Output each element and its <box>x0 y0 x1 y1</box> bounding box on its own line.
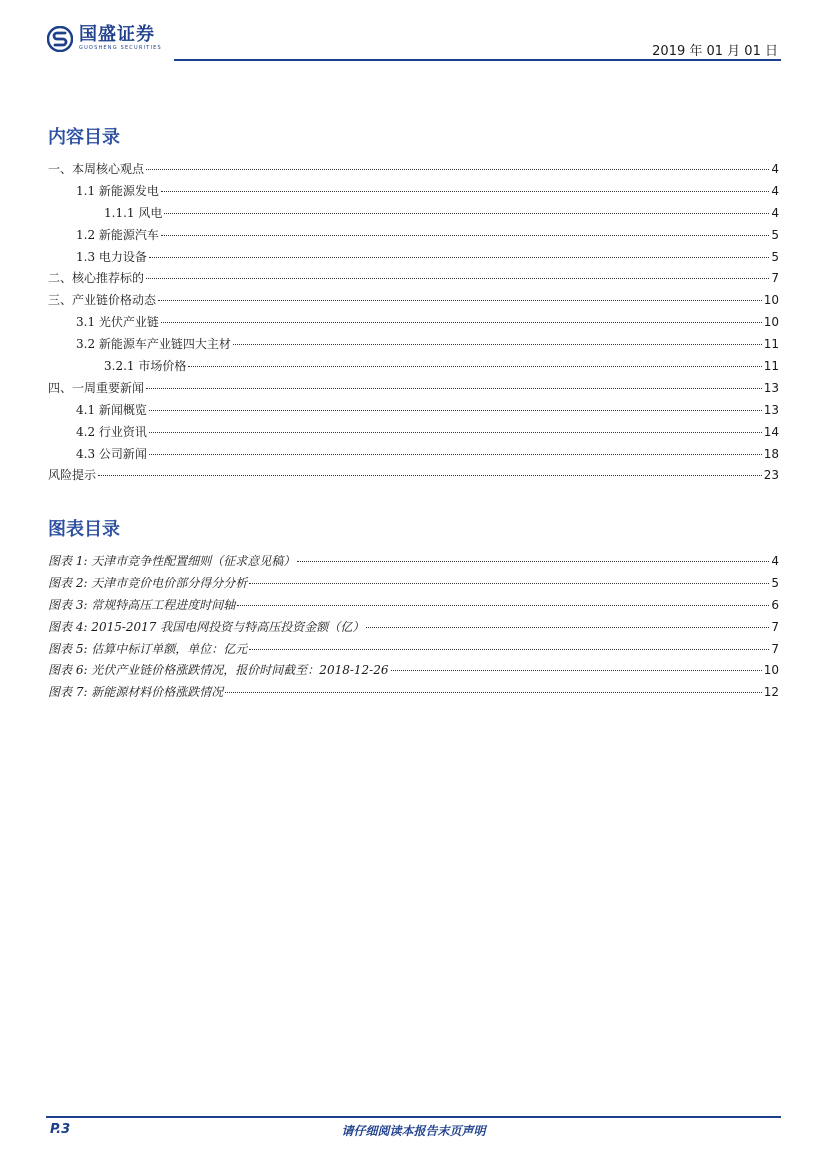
toc-entry-label: 图表 7: 新能源材料价格涨跌情况 <box>48 685 224 700</box>
toc-entry-label: 3.2.1 市场价格 <box>104 359 187 374</box>
toc-entry-page: 5 <box>771 227 779 242</box>
toc-entry[interactable] <box>48 313 779 335</box>
dot-leader <box>149 454 762 455</box>
toc-entry[interactable] <box>48 574 779 596</box>
toc-entry[interactable] <box>48 661 779 683</box>
dot-leader <box>149 257 769 258</box>
toc-entry-page: 10 <box>763 663 779 678</box>
toc-entry-page: 23 <box>763 468 779 483</box>
dot-leader <box>225 692 761 693</box>
toc-entry-page: 13 <box>763 380 779 395</box>
dot-leader <box>297 561 769 562</box>
toc-entry-page: 4 <box>771 554 779 568</box>
dot-leader <box>391 670 762 671</box>
toc-entry[interactable] <box>48 596 779 618</box>
toc-list <box>48 160 779 488</box>
toc-entry-page: 6 <box>771 597 779 612</box>
toc-entry[interactable] <box>48 357 779 379</box>
brand-logo <box>47 25 162 52</box>
toc-entry-page: 5 <box>771 249 779 264</box>
toc-entry-page: 10 <box>763 293 779 308</box>
toc-entry-page: 14 <box>763 424 779 439</box>
toc-entry-label: 1.1.1 风电 <box>104 205 163 220</box>
toc-entry-label: 三、产业链价格动态 <box>48 293 157 308</box>
dot-leader <box>161 191 769 192</box>
toc-entry-label: 图表 6: 光伏产业链价格涨跌情况，报价时间截至：2018-12-26 <box>48 663 389 678</box>
toc-entry[interactable] <box>48 226 779 248</box>
toc-entry-label: 1.2 新能源汽车 <box>76 227 159 242</box>
dot-leader <box>98 475 762 476</box>
toc-entry-page: 18 <box>763 446 779 461</box>
dot-leader <box>249 583 769 584</box>
toc-entry-page: 11 <box>763 359 779 374</box>
toc-entry[interactable] <box>48 683 779 705</box>
dot-leader <box>161 235 769 236</box>
toc-entry[interactable] <box>48 640 779 662</box>
toc-entry-page: 7 <box>771 641 779 656</box>
page-number: P.3 <box>50 1122 71 1137</box>
dot-leader <box>146 169 769 170</box>
dot-leader <box>249 649 769 650</box>
dot-leader <box>146 388 762 389</box>
toc-entry-label: 1.1 新能源发电 <box>76 183 159 198</box>
figures-list <box>48 552 779 705</box>
toc-title: 内容目录 <box>48 127 120 148</box>
toc-entry-label: 4.3 公司新闻 <box>76 446 147 461</box>
disclaimer-note: 请仔细阅读本报告末页声明 <box>341 1124 486 1138</box>
toc-entry[interactable] <box>48 160 779 182</box>
figures-title: 图表目录 <box>48 519 120 540</box>
toc-entry-label: 4.2 行业资讯 <box>76 424 147 439</box>
toc-entry-label: 风险提示 <box>48 468 97 483</box>
dot-leader <box>164 213 769 214</box>
toc-entry-page: 7 <box>771 619 779 634</box>
footer-divider <box>46 1116 781 1118</box>
toc-entry[interactable] <box>48 552 779 574</box>
toc-entry-page: 11 <box>763 337 779 352</box>
toc-entry-label: 一、本周核心观点 <box>48 162 145 176</box>
toc-entry-page: 10 <box>763 315 779 330</box>
toc-entry[interactable] <box>48 423 779 445</box>
toc-entry[interactable] <box>48 204 779 226</box>
report-date: 2019 年 01 月 01 日 <box>652 44 778 59</box>
dot-leader <box>161 322 762 323</box>
toc-entry-label: 图表 1: 天津市竞争性配置细则（征求意见稿） <box>48 554 296 568</box>
toc-entry-label: 图表 4: 2015-2017 我国电网投资与特高压投资金额（亿） <box>48 619 365 634</box>
guosheng-logo-icon <box>47 26 73 52</box>
toc-entry[interactable] <box>48 291 779 313</box>
toc-entry[interactable] <box>48 269 779 291</box>
toc-entry-label: 3.1 光伏产业链 <box>76 315 159 330</box>
toc-entry[interactable] <box>48 379 779 401</box>
toc-entry-label: 四、一周重要新闻 <box>48 380 145 395</box>
toc-entry-page: 13 <box>763 402 779 417</box>
header-divider <box>174 59 781 61</box>
toc-entry-page: 4 <box>771 205 779 220</box>
toc-entry-page: 5 <box>771 575 779 590</box>
toc-entry[interactable] <box>48 466 779 488</box>
toc-entry-page: 4 <box>771 183 779 198</box>
toc-entry[interactable] <box>48 248 779 270</box>
dot-leader <box>366 627 769 628</box>
toc-entry[interactable] <box>48 182 779 204</box>
toc-entry-label: 图表 5: 估算中标订单额，单位：亿元 <box>48 641 248 656</box>
brand-name-cn: 国盛证券 <box>79 24 155 45</box>
toc-entry[interactable] <box>48 445 779 467</box>
dot-leader <box>158 300 762 301</box>
toc-entry-page: 7 <box>771 271 779 286</box>
toc-entry-label: 4.1 新闻概览 <box>76 402 147 417</box>
toc-entry-label: 二、核心推荐标的 <box>48 271 145 286</box>
toc-entry-label: 图表 2: 天津市竞价电价部分得分分析 <box>48 575 248 590</box>
toc-entry-label: 图表 3: 常规特高压工程进度时间轴 <box>48 597 236 612</box>
toc-entry-label: 3.2 新能源车产业链四大主材 <box>76 337 231 352</box>
dot-leader <box>149 410 762 411</box>
dot-leader <box>149 432 762 433</box>
dot-leader <box>188 366 761 367</box>
dot-leader <box>233 344 762 345</box>
toc-entry-page: 12 <box>763 685 779 700</box>
toc-entry[interactable] <box>48 401 779 423</box>
toc-entry-label: 1.3 电力设备 <box>76 249 147 264</box>
dot-leader <box>146 278 769 279</box>
dot-leader <box>237 605 769 606</box>
brand-name-en: GUOSHENG SECURITIES <box>79 45 162 51</box>
toc-entry[interactable] <box>48 335 779 357</box>
toc-entry-page: 4 <box>771 162 779 176</box>
toc-entry[interactable] <box>48 618 779 640</box>
